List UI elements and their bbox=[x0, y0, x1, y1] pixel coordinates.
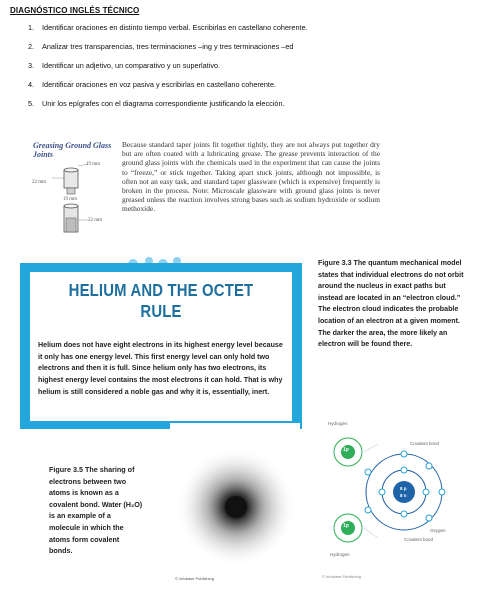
dimension-label: 19 mm bbox=[86, 162, 101, 167]
helium-panel bbox=[20, 263, 302, 429]
dimension-label: 19 mm bbox=[63, 197, 78, 202]
dimension-label: 22 mm bbox=[88, 218, 103, 223]
water-molecule-diagram bbox=[308, 410, 468, 588]
publisher-credit: © Infobase Publishing bbox=[175, 576, 214, 581]
covalent-bond-label-bottom: Covalent bond bbox=[404, 537, 434, 542]
proton-label: 1p bbox=[343, 523, 349, 529]
helium-body: Helium does not have eight electrons in its highest energy level because it only has one energy level. This first energy level can only hold two electrons and then it is full. Since helium only has two electrons, its highest energy level contains the most electrons it can hold. That is why helium is still considered a noble gas and why it is, essentially, inert. bbox=[38, 341, 283, 396]
greasing-body: Because standard taper joints fit together tightly, they are not always put together dry but are often coated with a lubricating grease. The grease prevents interaction of the ground glass joints with the chemicals used in the experiment that can cause the joints to “freeze,” or stick together. Taking apart stuck joints, although not impossible, is often not an easy task, and standard taper glassware (which is expensive) frequently is broken in the process. Note: Microscale glassware with ground glass joints is never greased unless the reaction involves strong bases such as sodium hydroxide or sodium methoxide. bbox=[122, 140, 380, 214]
helium-title: HELIUM AND THE OCTET RULE bbox=[68, 280, 254, 321]
task-item: 2. Analizar tres transparencias, tres terminaciones –ing y tres terminaciones –ed bbox=[28, 42, 294, 51]
task-item: 3. Identificar un adjetivo, un comparativo y un superlativo. bbox=[28, 61, 221, 70]
oxygen-nucleus-protons: 8 p bbox=[400, 486, 407, 491]
electron-cloud-illustration bbox=[170, 423, 300, 585]
task-item: 5. Unir los epígrafes con el diagrama correspondiente justificando la elección. bbox=[28, 99, 285, 108]
task-item: 4. Identificar oraciones en voz pasiva y escribirlas en castellano coherente. bbox=[28, 80, 277, 89]
figure-caption-text: The sharing of electrons between two atoms is known as a covalent bond. Water (H₂O) is an example of a molecule in which the atoms form covalent bonds. bbox=[49, 465, 143, 556]
figure-label: Figure 3.5 bbox=[49, 465, 83, 474]
oxygen-label: Oxygen bbox=[430, 528, 446, 533]
document-title: DIAGNÓSTICO INGLÉS TÉCNICO bbox=[10, 6, 140, 15]
hydrogen-label-top: Hydrogen bbox=[328, 421, 348, 426]
covalent-bond-label-top: Covalent bond bbox=[410, 441, 440, 446]
oxygen-nucleus-neutrons: 8 n bbox=[400, 493, 407, 498]
figure-caption-text: The quantum mechanical model states that individual electrons do not orbit around the nucleus in exact paths but instead are located in an “electron cloud.” The electron cloud indicates the probable location of an electron at a given moment. The darker the area, the more likely an electron will be found there. bbox=[318, 259, 464, 349]
task-item: 1. Identificar oraciones en distinto tiempo verbal. Escribirlas en castellano coherente. bbox=[28, 23, 308, 32]
helium-panel-inner bbox=[30, 272, 292, 421]
figure-3-3-caption bbox=[318, 258, 468, 351]
publisher-credit: © Infobase Publishing bbox=[322, 574, 361, 579]
greasing-title: Greasing Ground Glass Joints bbox=[33, 141, 112, 159]
task-list bbox=[28, 23, 308, 118]
proton-label: 1p bbox=[343, 447, 349, 453]
dimension-label: 22 mm bbox=[32, 180, 47, 185]
hydrogen-label-bottom: Hydrogen bbox=[330, 552, 350, 557]
figure-label: Figure 3.3 bbox=[318, 259, 352, 267]
figure-3-5-caption bbox=[49, 464, 144, 557]
